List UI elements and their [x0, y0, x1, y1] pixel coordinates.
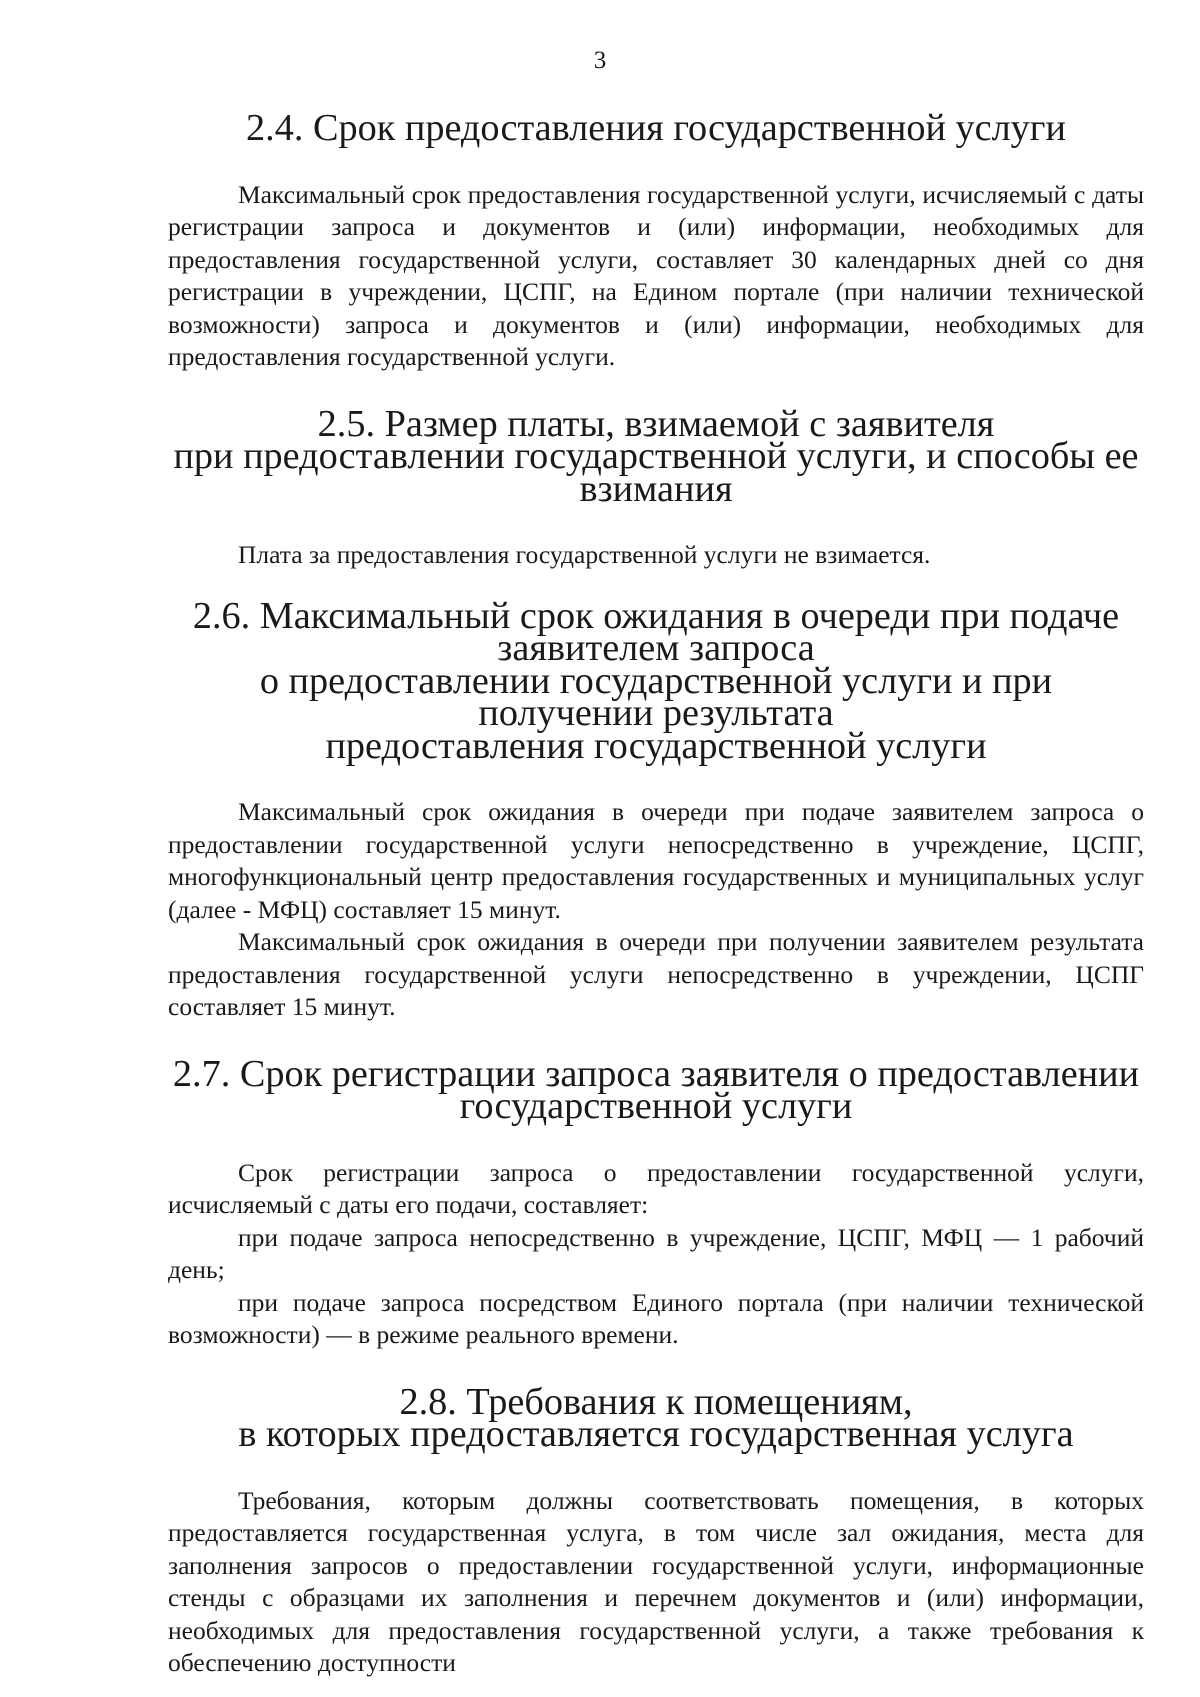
section-2-4-paragraph: Максимальный срок предоставления государственной услуги, исчисляемый с даты регистрации запроса и документов и (или) информации, необходимых для предоставления государственной услуги, составляет 30 календарных дней со дня регистрации в учреждении, ЦСПГ, на Едином портале (при наличии технической возможности) запроса и документов и (или) информации, необходимых для предоставления государственной услуги. [168, 179, 1144, 371]
section-2-7-paragraph-1: Срок регистрации запроса о предоставлении государственной услуги, исчисляемый с даты его подачи, составляет: [168, 1157, 1144, 1219]
heading-line: в которых предоставляется государственная услуга [238, 1413, 1074, 1455]
heading-line: предоставления государственной услуги [325, 724, 987, 767]
section-2-7-paragraph-3: при подаче запроса посредством Единого портала (при наличии технической возможности) — в режиме реального времени. [168, 1287, 1144, 1349]
page-number: 3 [593, 47, 607, 74]
document-body [168, 107, 1144, 1680]
heading-line: 2.6. Максимальный срок ожидания в очереди при подаче заявителем запроса [192, 594, 1120, 669]
section-2-7-paragraph-2: при подаче запроса непосредственно в учреждение, ЦСПГ, МФЦ — 1 рабочий день; [168, 1222, 1144, 1284]
heading-line: 2.4. Срок предоставления государственной услуги [246, 107, 1066, 149]
heading-line: о предоставлении государственной услуги и при получении результата [259, 659, 1053, 734]
section-2-8-heading [168, 1380, 1144, 1455]
section-2-6-paragraph-1: Максимальный срок ожидания в очереди при подаче заявителем запроса о предоставлении государственной услуги непосредственно в учреждение, ЦСПГ, многофункциональный центр предоставления государственных и муниципальных услуг (далее - МФЦ) составляет 15 минут. [168, 797, 1144, 924]
heading-line: 2.5. Размер платы, взимаемой с заявителя [317, 402, 995, 445]
heading-line: при предоставлении государственной услуги, и способы ее взимания [173, 435, 1139, 510]
section-2-6-paragraph-2: Максимальный срок ожидания в очереди при получении заявителем результата предоставления государственной услуги непосредственно в учреждении, ЦСПГ составляет 15 минут. [168, 927, 1144, 1021]
section-2-5-heading [168, 402, 1144, 510]
section-2-8-paragraph: Требования, которым должны соответствовать помещения, в которых предоставляется государственная услуга, в том числе зал ожидания, места для заполнения запросов о предоставлении государственной услуги, информационные стенды с образцами их заполнения и перечнем документов и (или) информации, необходимых для предоставления государственной услуги, а также требования к обеспечению доступности [168, 1485, 1144, 1677]
heading-line: государственной услуги [459, 1085, 853, 1127]
section-2-4-heading [168, 107, 1144, 149]
heading-line: 2.7. Срок регистрации запроса заявителя о предоставлении [172, 1052, 1140, 1095]
section-2-5-paragraph: Плата за предоставления государственной услуги не взимается. [238, 540, 931, 569]
section-2-6-heading [168, 594, 1144, 767]
section-2-7-heading [168, 1052, 1144, 1127]
heading-line: 2.8. Требования к помещениям, [399, 1380, 913, 1423]
